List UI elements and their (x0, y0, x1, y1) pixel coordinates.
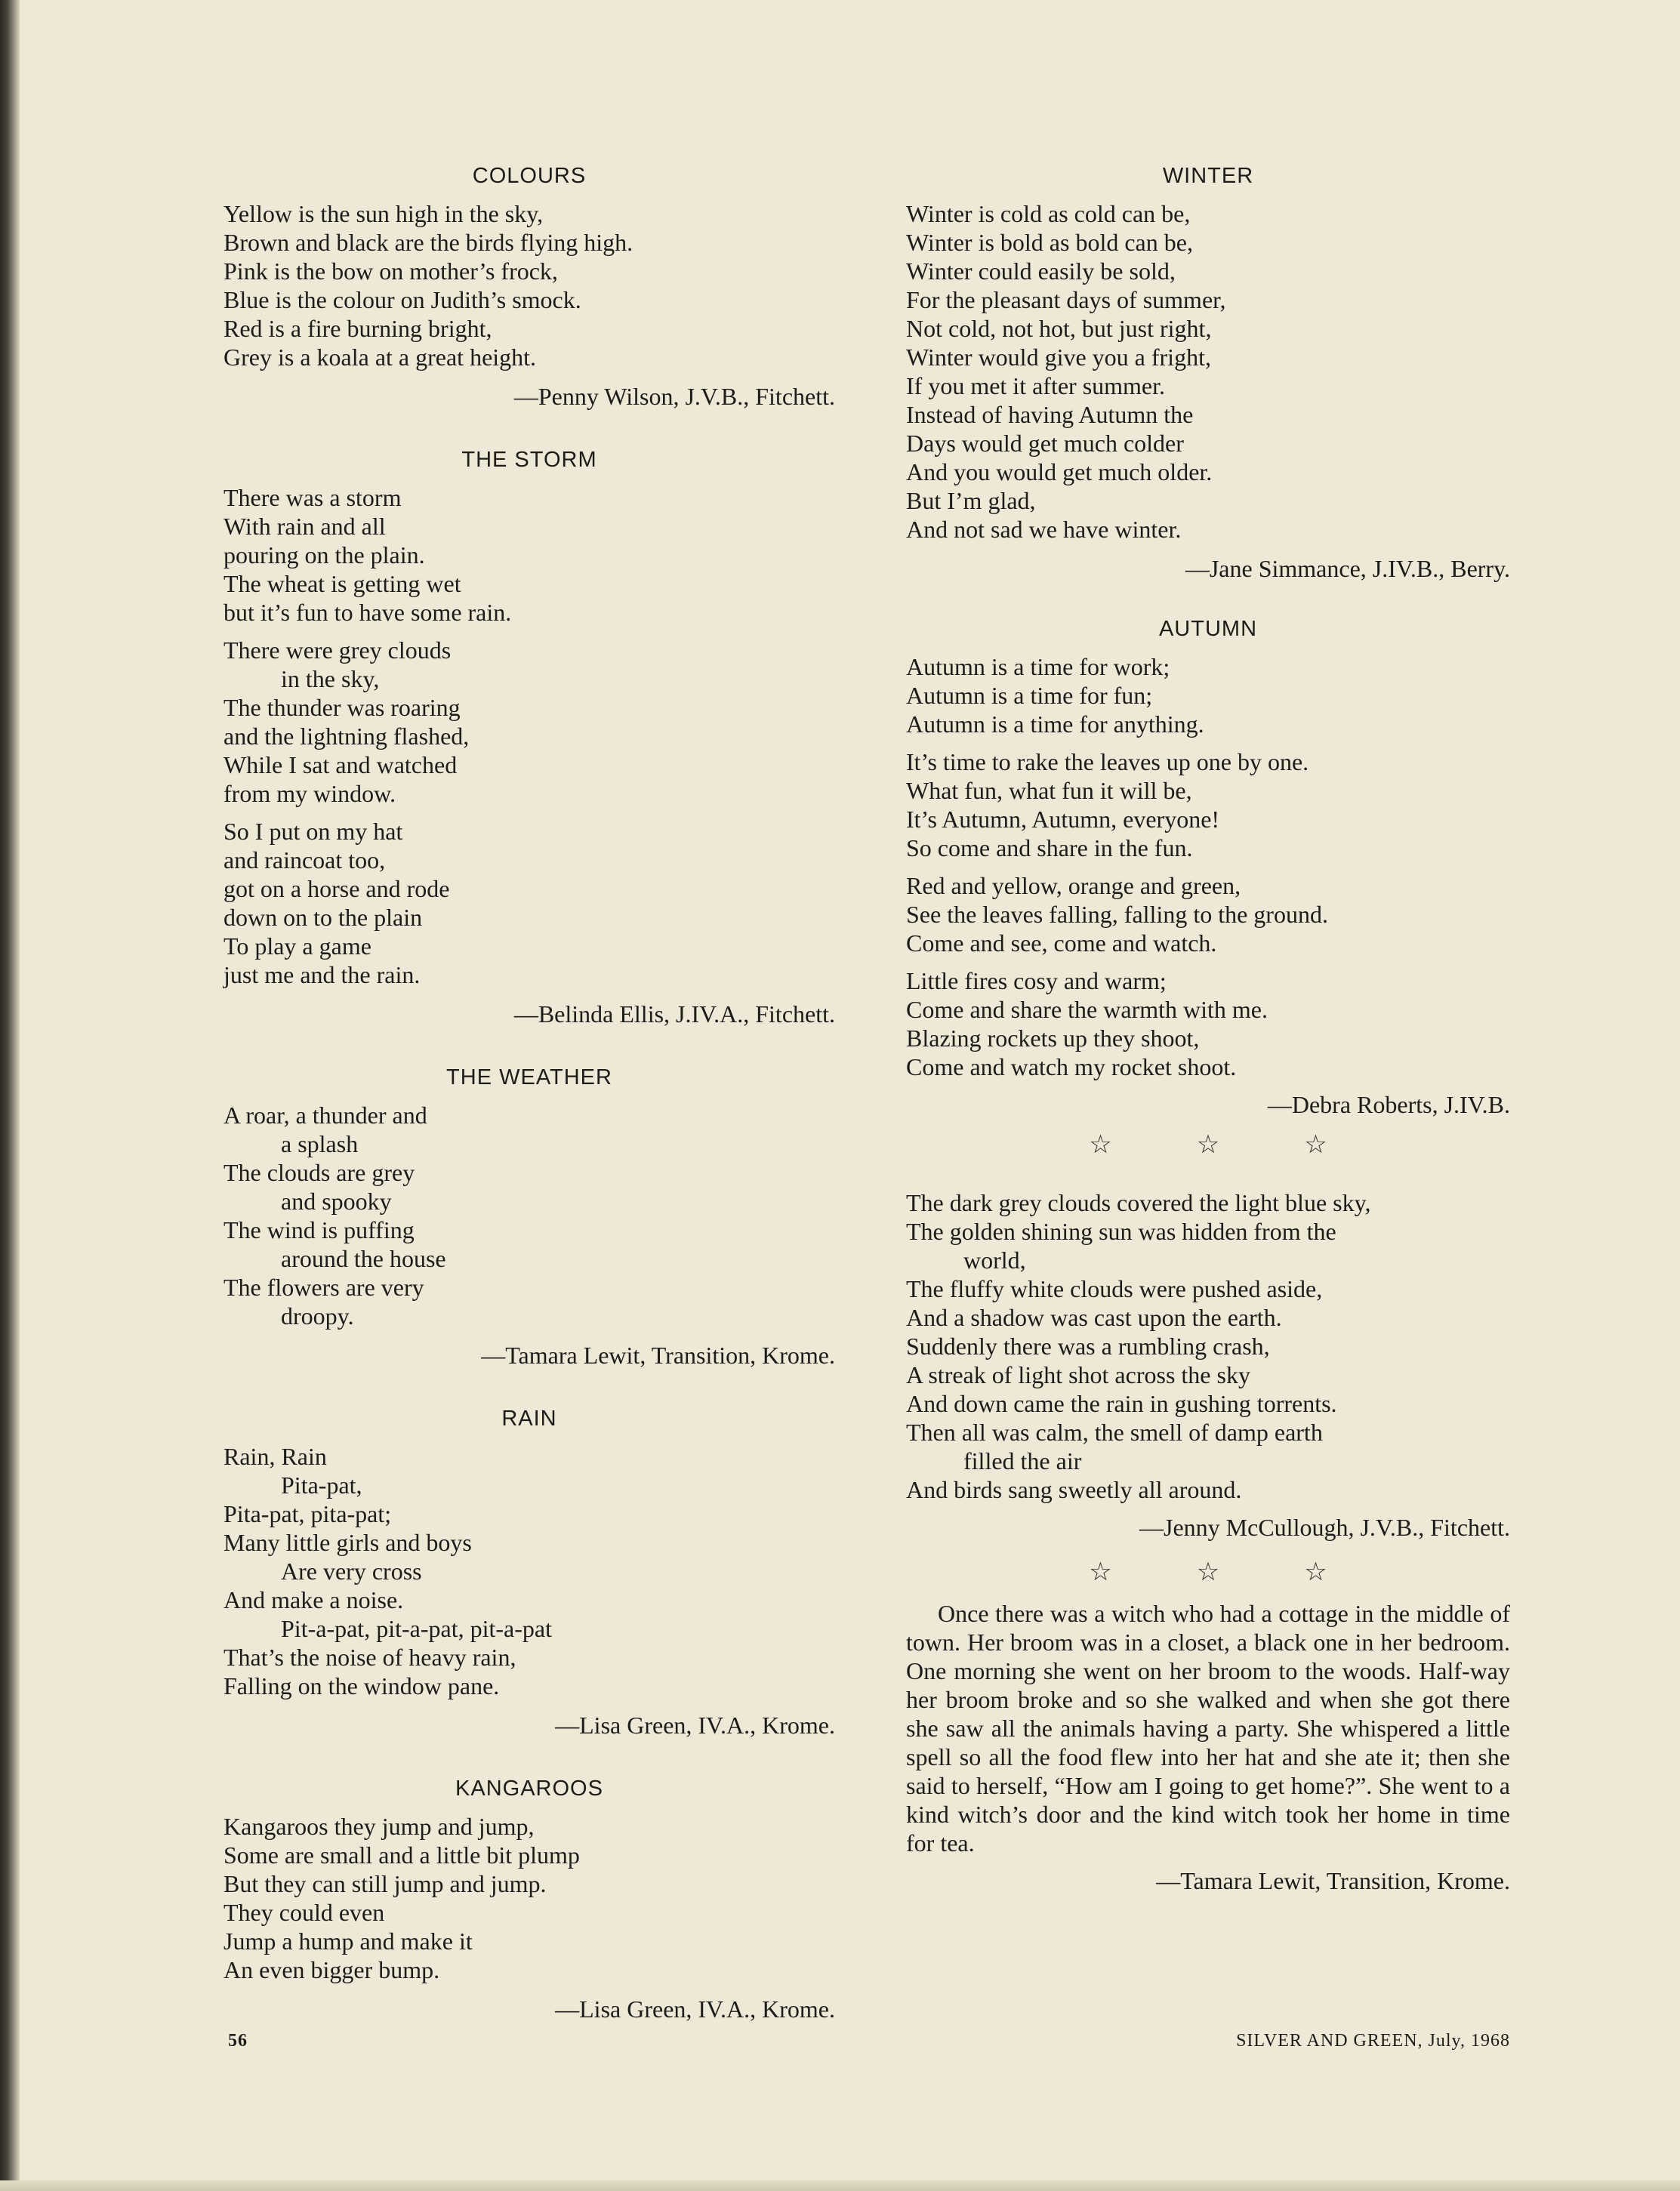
poem-line: but it’s fun to have some rain. (223, 599, 512, 626)
poem-line: And down came the rain in gushing torrents. (906, 1390, 1337, 1417)
poem-line: So I put on my hat (223, 818, 403, 845)
stanza (223, 483, 835, 627)
poem-byline: —Debra Roberts, J.IV.B. (1267, 1091, 1510, 1118)
poem-line: If you met it after summer. (906, 372, 1166, 399)
poem-line: An even bigger bump. (223, 1956, 440, 1983)
poem-title: WINTER (1162, 164, 1254, 188)
poem-line: To play a game (223, 932, 371, 960)
poem-line: Suddenly there was a rumbling crash, (906, 1333, 1270, 1360)
poem-line: Rain, Rain (223, 1443, 327, 1470)
poem-line: Winter would give you a fright, (906, 344, 1211, 371)
poem-line: There were grey clouds (223, 636, 452, 664)
story-text: Once there was a witch who had a cottage in the middle of town. Her broom was in a closet, a black one in her bedroom. One morning she went on her broom to the woods. Half-way her broom broke and so she walked and when she got there she saw all the animals having a party. She whispered a little spell so all the food flew into her hat and she ate it; then she said to herself, “How am I going to get home?”. She went to a kind witch’s door and the kind witch took her home in time for tea. (906, 1600, 1510, 1857)
poem-line: Yellow is the sun high in the sky, (223, 200, 544, 227)
poem (223, 160, 835, 411)
poem (223, 1062, 835, 1370)
poem-line: The clouds are grey (223, 1159, 415, 1186)
poem-line: Falling on the window pane. (223, 1672, 500, 1699)
poem-line: Come and watch my rocket shoot. (906, 1053, 1237, 1080)
poem-line: and spooky (281, 1188, 392, 1215)
poem-line: It’s time to rake the leaves up one by one. (906, 748, 1309, 775)
poem-line: Blazing rockets up they shoot, (906, 1025, 1200, 1052)
poem-byline: —Lisa Green, IV.A., Krome. (555, 1712, 835, 1739)
poem-line: Are very cross (281, 1558, 422, 1585)
poem-line: Grey is a koala at a great height. (223, 344, 537, 371)
poem-line: And birds sang sweetly all around. (906, 1476, 1242, 1503)
poem-line: down on to the plain (223, 904, 423, 931)
poem-line: The dark grey clouds covered the light blue sky, (906, 1189, 1371, 1216)
poem-line: Come and share the warmth with me. (906, 996, 1268, 1023)
page-number: 56 (228, 2031, 248, 2051)
poem-line: Pita-pat, (281, 1471, 362, 1499)
poem-line: The wheat is getting wet (223, 570, 461, 597)
poem-line: A roar, a thunder and (223, 1102, 427, 1129)
page-edge (0, 2180, 1680, 2191)
poem-line: Instead of having Autumn the (906, 401, 1194, 428)
poem-title: AUTUMN (1158, 617, 1258, 641)
poem-line: But I’m glad, (906, 487, 1036, 514)
poem-line: The thunder was roaring (223, 694, 461, 721)
poem-line: But they can still jump and jump. (223, 1870, 547, 1897)
poem-line: And make a noise. (223, 1586, 404, 1613)
star-icon: ☆ (1304, 1557, 1327, 1587)
poem-title: COLOURS (472, 164, 587, 188)
poem-line: Kangaroos they jump and jump, (223, 1813, 535, 1840)
poem-line: around the house (281, 1245, 446, 1272)
story-witch (906, 1599, 1510, 1895)
stanza (906, 747, 1510, 862)
poem-line: Autumn is a time for work; (906, 653, 1170, 680)
poem-line: It’s Autumn, Autumn, everyone! (906, 806, 1220, 833)
stanza (906, 199, 1510, 544)
poem-line: Pita-pat, pita-pat; (223, 1500, 392, 1527)
poem-line: Some are small and a little bit plump (223, 1841, 580, 1869)
poem-title: THE WEATHER (446, 1065, 612, 1089)
poem-body (223, 1101, 835, 1330)
poem-line: Blue is the colour on Judith’s smock. (223, 286, 581, 313)
poem-line: droopy. (281, 1302, 354, 1330)
stanza (223, 636, 835, 808)
poem-line: pouring on the plain. (223, 541, 425, 569)
poem-title: KANGAROOS (455, 1777, 603, 1801)
poem-line: And you would get much older. (906, 458, 1213, 485)
poem-line: Autumn is a time for anything. (906, 710, 1204, 738)
poem (223, 444, 835, 1028)
poem-line: The flowers are very (223, 1274, 424, 1301)
stanza (906, 652, 1510, 738)
stanza (906, 1188, 1510, 1504)
poem-line: They could even (223, 1899, 385, 1926)
poem-byline: —Jane Simmance, J.IV.B., Berry. (1185, 555, 1510, 582)
poem-line: Winter could easily be sold, (906, 257, 1176, 285)
poem-winter (906, 160, 1510, 583)
poem-line: With rain and all (223, 513, 386, 540)
poem-line: Pink is the bow on mother’s frock, (223, 257, 558, 285)
poem-body (906, 199, 1510, 544)
poem-body (223, 1442, 835, 1700)
poem-title: THE STORM (461, 448, 597, 472)
star-icon: ☆ (1089, 1557, 1112, 1587)
left-column (223, 160, 835, 2057)
right-column (906, 160, 1510, 1928)
poem-line: The wind is puffing (223, 1216, 415, 1243)
binding-spine (0, 0, 20, 2191)
poem-body (223, 199, 835, 371)
poem-line: just me and the rain. (223, 961, 421, 988)
poem-line: Many little girls and boys (223, 1529, 472, 1556)
poem-line: Jump a hump and make it (223, 1928, 473, 1955)
poem-line: Then all was calm, the smell of damp earth (906, 1419, 1323, 1446)
story-byline: —Tamara Lewit, Transition, Krome. (1156, 1867, 1510, 1894)
stanza (223, 199, 835, 371)
poem-line: Days would get much colder (906, 430, 1184, 457)
poem-line: a splash (281, 1130, 359, 1157)
poem-line: Red and yellow, orange and green, (906, 872, 1241, 899)
poem-title: RAIN (501, 1407, 557, 1431)
poem-byline: —Jenny McCullough, J.V.B., Fitchett. (1139, 1514, 1510, 1541)
star-separator (906, 1557, 1510, 1587)
poem-line: And a shadow was cast upon the earth. (906, 1304, 1282, 1331)
poem-line: While I sat and watched (223, 751, 458, 778)
poem-byline: —Belinda Ellis, J.IV.A., Fitchett. (513, 1000, 835, 1028)
stanza (223, 817, 835, 989)
poem-clouds (906, 1188, 1510, 1542)
poem-line: Red is a fire burning bright, (223, 315, 492, 342)
poem-line: A streak of light shot across the sky (906, 1361, 1250, 1388)
stanza (906, 966, 1510, 1081)
poem-line: Pit-a-pat, pit-a-pat, pit-a-pat (281, 1615, 552, 1642)
poem-autumn (906, 613, 1510, 1119)
publication-footer: SILVER AND GREEN, July, 1968 (1236, 2031, 1510, 2051)
poem-line: That’s the noise of heavy rain, (223, 1644, 516, 1671)
poem-body (223, 483, 835, 989)
poem-byline: —Penny Wilson, J.V.B., Fitchett. (513, 383, 835, 410)
poem-line: What fun, what fun it will be, (906, 777, 1192, 804)
star-icon: ☆ (1196, 1557, 1220, 1587)
poem-body (906, 1188, 1510, 1504)
stanza (223, 1101, 835, 1330)
poem-line: in the sky, (281, 665, 380, 692)
poem-byline: —Lisa Green, IV.A., Krome. (555, 1995, 835, 2023)
poem-line: The fluffy white clouds were pushed aside, (906, 1275, 1323, 1302)
poem-line: Autumn is a time for fun; (906, 682, 1153, 709)
poem-line: filled the air (963, 1447, 1082, 1475)
poem-line: Winter is cold as cold can be, (906, 200, 1191, 227)
star-icon: ☆ (1089, 1129, 1112, 1160)
star-icon: ☆ (1304, 1129, 1327, 1160)
poem-body (906, 652, 1510, 1081)
poem-line: For the pleasant days of summer, (906, 286, 1226, 313)
star-separator (906, 1129, 1510, 1160)
poem-line: There was a storm (223, 484, 402, 511)
poem (223, 1403, 835, 1740)
star-icon: ☆ (1196, 1129, 1220, 1160)
poem-line: got on a horse and rode (223, 875, 450, 902)
stanza (223, 1442, 835, 1700)
poem-line: world, (963, 1246, 1026, 1274)
poem-line: Not cold, not hot, but just right, (906, 315, 1212, 342)
poem-line: and raincoat too, (223, 846, 386, 874)
poem-line: And not sad we have winter. (906, 516, 1182, 543)
poem-line: and the lightning flashed, (223, 723, 470, 750)
poem-line: Winter is bold as bold can be, (906, 229, 1193, 256)
poem-line: So come and share in the fun. (906, 834, 1193, 861)
poem-line: See the leaves falling, falling to the ground. (906, 901, 1328, 928)
poem-line: Brown and black are the birds flying high. (223, 229, 633, 256)
poem-line: Come and see, come and watch. (906, 929, 1217, 957)
poem (223, 1773, 835, 2023)
poem-line: Little fires cosy and warm; (906, 967, 1167, 994)
poem-line: from my window. (223, 780, 396, 807)
stanza (223, 1812, 835, 1984)
poem-line: The golden shining sun was hidden from the (906, 1218, 1336, 1245)
stanza (906, 871, 1510, 957)
poem-byline: —Tamara Lewit, Transition, Krome. (481, 1342, 835, 1369)
poem-body (223, 1812, 835, 1984)
